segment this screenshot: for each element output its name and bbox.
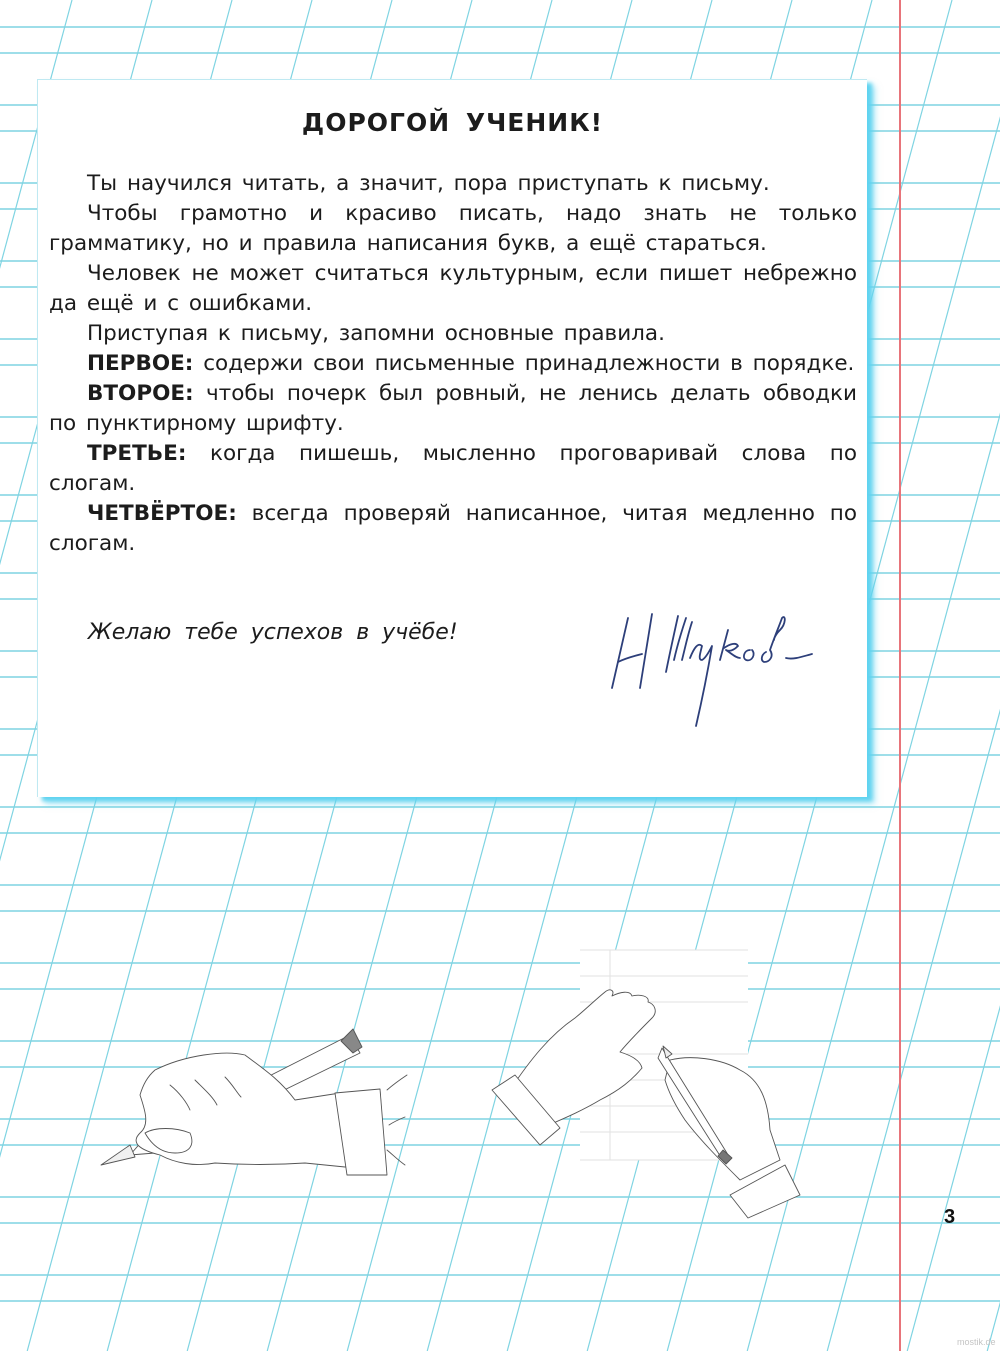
rule-third	[49, 439, 857, 499]
rule-label: ПЕРВОЕ:	[87, 351, 194, 376]
paragraph: Ты научился читать, а значит, пора приступать к письму.	[87, 171, 770, 196]
paragraph: Приступая к письму, запомни основные правила.	[87, 321, 665, 346]
paragraph: Чтобы грамотно и красиво писать, надо знать не только грамматику, но и правила написания букв, а ещё стараться.	[49, 201, 857, 256]
hand-with-pencil-illustration	[95, 1015, 425, 1185]
paragraph: Человек не может считаться культурным, если пишет небрежно да ещё и с ошибками.	[49, 261, 857, 316]
rule-text: содержи свои письменные принадлежности в порядке.	[193, 351, 855, 376]
rule-label: ВТОРОЕ:	[87, 381, 194, 406]
letter-card	[37, 79, 867, 797]
rule-fourth	[49, 499, 857, 559]
rule-label: ЧЕТВЁРТОЕ:	[87, 501, 237, 526]
hands-writing-illustration	[480, 940, 820, 1220]
rule-text: всегда проверяй написанное, читая медленно по слогам.	[49, 501, 857, 556]
letter-title: ДОРОГОЙ УЧЕНИК!	[301, 108, 604, 137]
watermark: mostik.de	[957, 1337, 996, 1347]
page-number: 3	[944, 1206, 956, 1228]
red-margin-line	[899, 0, 901, 1351]
rule-label: ТРЕТЬЕ:	[87, 441, 187, 466]
rule-first	[49, 349, 857, 379]
signature-icon	[590, 600, 830, 730]
rule-text: когда пишешь, мысленно проговаривай слова по слогам.	[49, 441, 857, 496]
rule-second	[49, 379, 857, 439]
letter-body	[49, 169, 857, 559]
closing-wish: Желаю тебе успехов в учёбе!	[88, 620, 458, 645]
rule-text: чтобы почерк был ровный, не ленись делать обводки по пунктирному шрифту.	[49, 381, 857, 436]
